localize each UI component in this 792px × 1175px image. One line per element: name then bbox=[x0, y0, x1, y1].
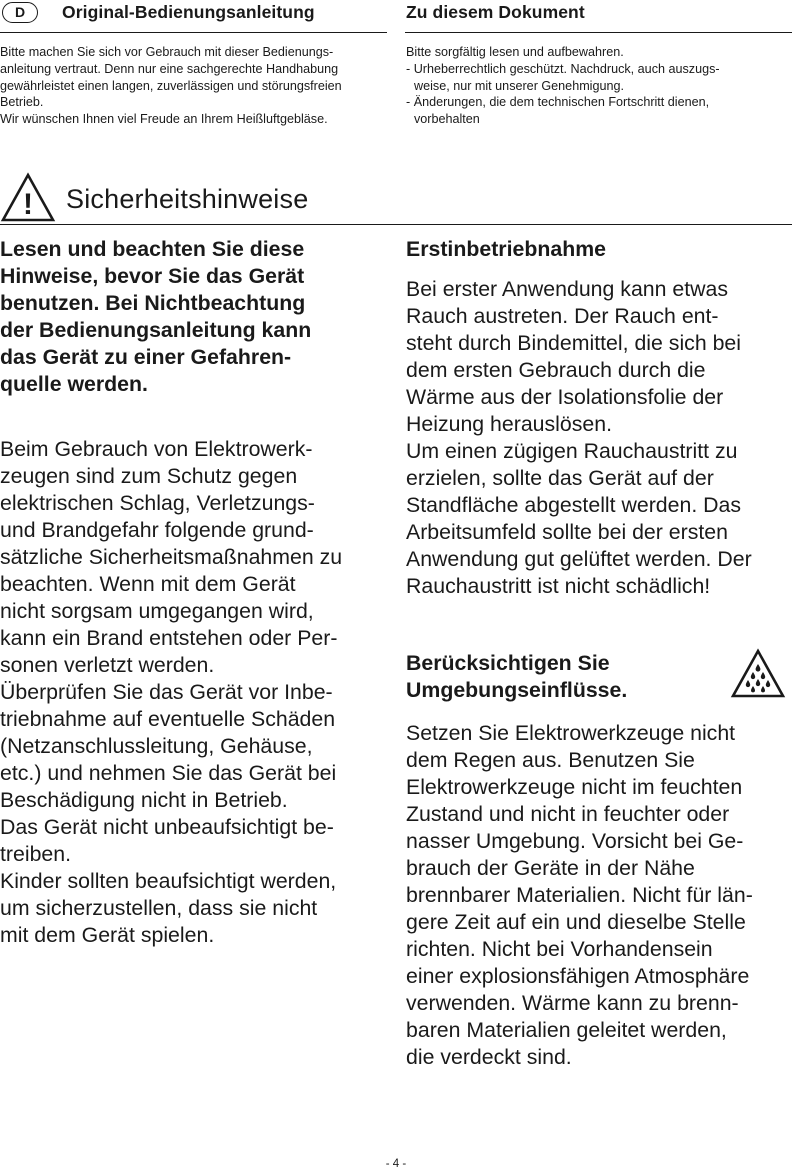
rain-warning-icon bbox=[730, 648, 786, 700]
safety-body-paragraph bbox=[0, 436, 385, 949]
body-line: Bei erster Anwendung kann etwas bbox=[406, 277, 729, 301]
warning-symbol: ! bbox=[23, 188, 33, 221]
body-line: verwenden. Wärme kann zu brenn- bbox=[406, 991, 739, 1015]
body-line: gere Zeit auf ein und dieselbe Stelle bbox=[406, 910, 746, 934]
note-line: weise, nur mit unserer Genehmigung. bbox=[414, 78, 624, 93]
intro-line: anleitung vertraut. Denn nur eine sachgerechte Handhabung bbox=[0, 61, 339, 76]
body-line: (Netzanschlussleitung, Gehäuse, bbox=[0, 734, 313, 758]
body-line: steht durch Bindemittel, die sich bei bbox=[406, 331, 742, 355]
body-line: nasser Umgebung. Vorsicht bei Ge- bbox=[406, 829, 744, 853]
heading-line: Berücksichtigen Sie bbox=[406, 651, 610, 675]
body-line: Überprüfen Sie das Gerät vor Inbe- bbox=[0, 680, 333, 704]
body-line: Rauchaustritt ist nicht schädlich! bbox=[406, 574, 711, 598]
note-line: Bitte sorgfältig lesen und aufbewahren. bbox=[406, 45, 624, 59]
note-line: - Änderungen, die dem technischen Fortschritt dienen, bbox=[406, 95, 710, 110]
section-title-document: Zu diesem Dokument bbox=[406, 2, 585, 22]
body-line: brauch der Geräte in der Nähe bbox=[406, 856, 695, 880]
heading-line: Umgebungseinflüsse. bbox=[406, 678, 628, 702]
lead-line: Lesen und beachten Sie diese bbox=[0, 237, 305, 261]
body-line: Elektrowerkzeuge nicht im feuchten bbox=[406, 775, 743, 799]
body-line: Anwendung gut gelüftet werden. Der bbox=[406, 547, 752, 571]
body-line: und Brandgefahr folgende grund- bbox=[0, 518, 314, 542]
body-line: elektrischen Schlag, Verletzungs- bbox=[0, 491, 315, 515]
body-line: kann ein Brand entstehen oder Per- bbox=[0, 626, 338, 650]
lead-line: Hinweise, bevor Sie das Gerät bbox=[0, 264, 305, 288]
body-line: beachten. Wenn mit dem Gerät bbox=[0, 572, 296, 596]
body-line: Wärme aus der Isolationsfolie der bbox=[406, 385, 724, 409]
warning-triangle-icon bbox=[0, 172, 56, 224]
first-use-paragraph bbox=[406, 276, 791, 600]
body-line: mit dem Gerät spielen. bbox=[0, 923, 215, 947]
intro-line: Betrieb. bbox=[0, 95, 44, 110]
body-line: nicht sorgsam umgegangen wird, bbox=[0, 599, 314, 623]
page-number: - 4 - bbox=[385, 1158, 407, 1170]
heading-first-use: Erstinbetriebnahme bbox=[406, 237, 607, 261]
body-line: treiben. bbox=[0, 842, 72, 866]
body-line: Setzen Sie Elektrowerkzeuge nicht bbox=[406, 721, 736, 745]
language-badge: D bbox=[2, 2, 38, 23]
intro-line: Bitte machen Sie sich vor Gebrauch mit dieser Bedienungs- bbox=[0, 45, 334, 59]
header-right-notes bbox=[406, 44, 720, 128]
safety-lead-paragraph bbox=[0, 236, 385, 398]
body-line: triebnahme auf eventuelle Schäden bbox=[0, 707, 336, 731]
header-left-intro bbox=[0, 44, 342, 128]
body-line: sätzliche Sicherheitsmaßnahmen zu bbox=[0, 545, 343, 569]
body-line: sonen verletzt werden. bbox=[0, 653, 215, 677]
body-line: richten. Nicht bei Vorhandensein bbox=[406, 937, 713, 961]
document-title: Original-Bedienungsanleitung bbox=[62, 2, 315, 22]
body-line: Um einen zügigen Rauchaustritt zu bbox=[406, 439, 738, 463]
lead-line: quelle werden. bbox=[0, 372, 148, 396]
header-left-rule bbox=[0, 32, 387, 33]
body-line: brennbarer Materialien. Nicht für län- bbox=[406, 883, 753, 907]
body-line: Zustand und nicht in feuchter oder bbox=[406, 802, 730, 826]
body-line: Das Gerät nicht unbeaufsichtigt be- bbox=[0, 815, 334, 839]
heading-environment bbox=[406, 650, 627, 704]
body-line: Rauch austreten. Der Rauch ent- bbox=[406, 304, 719, 328]
body-line: zeugen sind zum Schutz gegen bbox=[0, 464, 298, 488]
header-right-rule bbox=[405, 32, 792, 33]
body-line: einer explosionsfähigen Atmosphäre bbox=[406, 964, 750, 988]
body-line: Kinder sollten beaufsichtigt werden, bbox=[0, 869, 337, 893]
body-line: Heizung herauslösen. bbox=[406, 412, 613, 436]
section-title-safety: Sicherheitshinweise bbox=[66, 184, 309, 214]
body-line: dem Regen aus. Benutzen Sie bbox=[406, 748, 695, 772]
body-line: Arbeitsumfeld sollte bei der ersten bbox=[406, 520, 728, 544]
body-line: die verdeckt sind. bbox=[406, 1045, 572, 1069]
lead-line: der Bedienungsanleitung kann bbox=[0, 318, 312, 342]
body-line: Standfläche abgestellt werden. Das bbox=[406, 493, 742, 517]
lead-line: das Gerät zu einer Gefahren- bbox=[0, 345, 292, 369]
body-line: Beschädigung nicht in Betrieb. bbox=[0, 788, 288, 812]
body-line: dem ersten Gebrauch durch die bbox=[406, 358, 706, 382]
body-line: um sicherzustellen, dass sie nicht bbox=[0, 896, 318, 920]
body-line: Beim Gebrauch von Elektrowerk- bbox=[0, 437, 313, 461]
body-line: etc.) und nehmen Sie das Gerät bei bbox=[0, 761, 337, 785]
lead-line: benutzen. Bei Nichtbeachtung bbox=[0, 291, 306, 315]
environment-paragraph bbox=[406, 720, 791, 1071]
safety-rule bbox=[0, 224, 792, 225]
intro-line: gewährleistet einen langen, zuverlässigen und störungsfreien bbox=[0, 78, 342, 93]
intro-line: Wir wünschen Ihnen viel Freude an Ihrem Heißluftgebläse. bbox=[0, 112, 328, 127]
body-line: erzielen, sollte das Gerät auf der bbox=[406, 466, 714, 490]
note-line: - Urheberrechtlich geschützt. Nachdruck, auch auszugs- bbox=[406, 61, 720, 76]
note-line: vorbehalten bbox=[414, 112, 480, 127]
body-line: baren Materialien geleitet werden, bbox=[406, 1018, 727, 1042]
